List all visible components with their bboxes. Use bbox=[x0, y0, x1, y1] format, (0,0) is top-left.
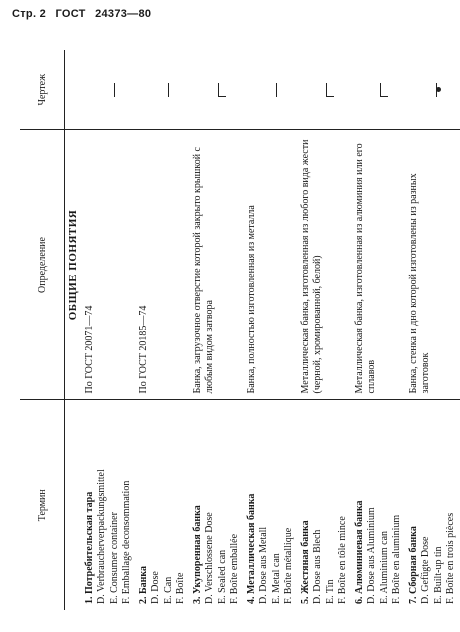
term-de: D. Verbraucherverpackungsmittel bbox=[96, 469, 107, 604]
term-fr: F. Boîte en aluminium bbox=[391, 514, 402, 604]
table-row bbox=[352, 50, 406, 610]
definition-cell: По ГОСТ 20071—74 bbox=[82, 130, 136, 400]
table-row bbox=[298, 50, 352, 610]
term-ru: 2. Банка bbox=[137, 566, 149, 604]
term-de: D. Dose aus Metall bbox=[258, 526, 269, 604]
term-en: E. Metal can bbox=[270, 553, 282, 604]
drawing-cell bbox=[190, 50, 244, 130]
drawing-mark bbox=[276, 83, 277, 97]
definition-cell: Банка, загрузочное отверстие которой закрыто крышкой с любым видом затвора bbox=[190, 130, 244, 400]
terms-table bbox=[20, 50, 460, 610]
term-ru: 3. Укупоренная банка bbox=[191, 505, 203, 604]
term-en: E. Consumer container bbox=[108, 512, 120, 604]
term-cell bbox=[298, 400, 352, 610]
rotated-table bbox=[20, 50, 456, 610]
table-row bbox=[406, 50, 460, 610]
drawing-cell bbox=[82, 50, 136, 130]
term-fr: F. Emballage deconsommation bbox=[121, 480, 132, 604]
definition-cell: Металлическая банка, изготовленная из алюминия или его сплавов bbox=[352, 130, 406, 400]
term-en: E. Sealed can bbox=[216, 549, 228, 604]
standard-number: 24373—80 bbox=[95, 8, 152, 20]
page-header bbox=[12, 8, 157, 20]
standard-label: ГОСТ bbox=[55, 8, 86, 20]
term-en: E. Tin bbox=[324, 579, 336, 604]
table-row bbox=[136, 50, 190, 610]
section-row bbox=[65, 50, 82, 610]
term-ru: 5. Жестяная банка bbox=[299, 520, 311, 604]
drawing-mark bbox=[436, 83, 437, 97]
drawing-mark bbox=[168, 83, 169, 97]
term-fr: F. Boîte bbox=[175, 572, 186, 604]
term-cell bbox=[136, 400, 190, 610]
drawing-cell bbox=[136, 50, 190, 130]
term-ru: 4. Металлическая банка bbox=[245, 493, 257, 604]
term-en: E. Aluminium can bbox=[378, 530, 390, 604]
term-de: D. Gefügte Dose bbox=[420, 536, 431, 604]
term-fr: F. Boîte emballée bbox=[229, 533, 240, 604]
section-title: ОБЩИЕ ПОНЯТИЯ bbox=[65, 130, 82, 400]
column-header-definition: Определение bbox=[20, 130, 65, 400]
term-en: E. Can bbox=[162, 576, 174, 604]
definition-cell: Банка, полностью изготовленная из металла bbox=[244, 130, 298, 400]
term-cell bbox=[190, 400, 244, 610]
term-cell bbox=[244, 400, 298, 610]
drawing-cell bbox=[298, 50, 352, 130]
column-header-drawing: Чертеж bbox=[20, 50, 65, 130]
term-de: D. Dose aus Aluminium bbox=[366, 507, 377, 604]
drawing-mark bbox=[114, 83, 115, 97]
drawing-cell bbox=[244, 50, 298, 130]
term-cell bbox=[352, 400, 406, 610]
term-cell bbox=[82, 400, 136, 610]
table-header-row bbox=[20, 50, 65, 610]
drawing-mark bbox=[218, 83, 219, 97]
page-number: Стр. 2 bbox=[12, 8, 47, 20]
term-ru: 6. Алюминиевая банка bbox=[353, 500, 365, 604]
term-ru: 7. Сборная банка bbox=[407, 526, 419, 604]
rotated-table-area bbox=[20, 50, 456, 610]
definition-cell: По ГОСТ 20185—74 bbox=[136, 130, 190, 400]
term-cell bbox=[406, 400, 460, 610]
term-ru: 1. Потребительская тара bbox=[83, 491, 95, 604]
table-row bbox=[82, 50, 136, 610]
term-fr: F. Boîte en tôle mince bbox=[337, 516, 348, 604]
term-fr: F. Boîte métallique bbox=[283, 527, 294, 604]
definition-cell: Металлическая банка, изготовленная из любого вида жести (черной, хромированной, белой) bbox=[298, 130, 352, 400]
term-de: D. Dose aus Blech bbox=[312, 529, 323, 604]
term-de: D. Verschlossene Dose bbox=[204, 512, 215, 604]
drawing-cell bbox=[406, 50, 460, 130]
table-row bbox=[190, 50, 244, 610]
column-header-term: Термин bbox=[20, 400, 65, 610]
definition-cell: Банка, стенка и дно которой изготовлены из разных заготовок bbox=[406, 130, 460, 400]
table-row bbox=[244, 50, 298, 610]
drawing-mark bbox=[326, 83, 327, 97]
drawing-cell bbox=[352, 50, 406, 130]
term-fr: F. Boîte en trois pièces bbox=[445, 512, 456, 604]
drawing-mark bbox=[380, 83, 381, 97]
term-en: E. Built-up tin bbox=[432, 546, 444, 604]
term-de: D. Dose bbox=[150, 571, 161, 604]
